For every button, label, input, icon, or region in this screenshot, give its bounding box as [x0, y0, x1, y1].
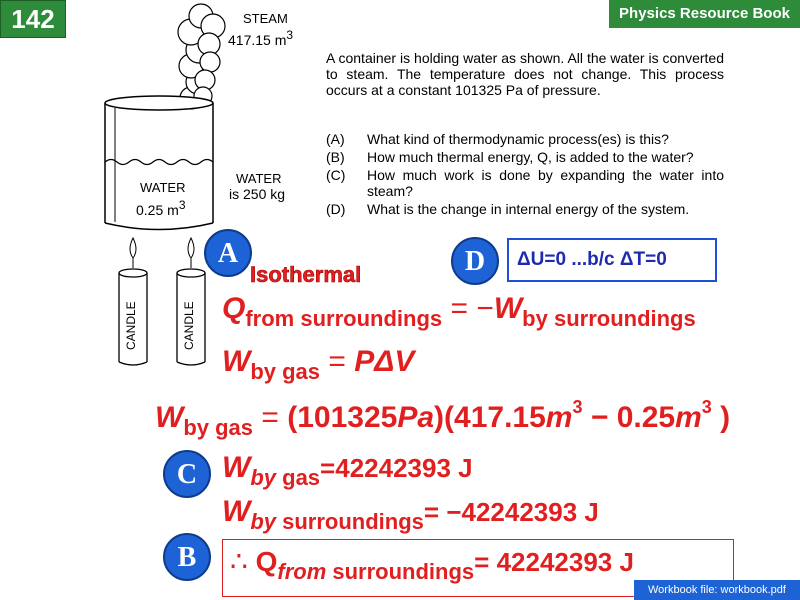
equation-work-substitution: $W_{by gas} = (101325Pa)(417.15m^3 - 0.25m^3$ ): [155, 397, 731, 440]
answer-d-marker: D: [451, 237, 499, 285]
question-d: (D) What is the change in internal energy of the system.: [326, 201, 690, 217]
steam-cloud-icon: [178, 4, 225, 109]
answer-d-box: ΔU=0 ...b/c ΔT=0: [507, 238, 717, 282]
question-a: (A) What kind of thermodynamic process(es) is this?: [326, 131, 669, 147]
water-label-right: WATER: [236, 171, 282, 186]
equation-work-by-surroundings-result: $W_{by surroundings}= -42242393$ J: [222, 495, 599, 534]
problem-statement: A container is holding water as shown. All the water is converted to steam. The temperature does not change. This process occurs at a constant 101325 Pa of pressure.: [326, 50, 724, 98]
equation-q-result: ∴ $Q_{from surroundings}= 42242393$ J: [230, 546, 634, 584]
water-mass: is 250 kg: [229, 186, 286, 202]
book-title-banner[interactable]: Physics Resource Book: [609, 0, 800, 28]
steam-label: STEAM: [243, 11, 288, 26]
candle-label-left: CANDLE: [124, 301, 138, 350]
steam-volume: 417.15 m3: [228, 28, 294, 48]
answer-a-marker: A: [204, 229, 252, 277]
answer-a-text: Isothermal: [250, 262, 362, 287]
equation-q-equals-minus-w: $Q_{from surroundings} = -W_{by surroundings}$: [222, 292, 696, 331]
water-volume: 0.25 m3: [136, 198, 186, 218]
equation-work-by-gas-result: $W_{by gas}=42242393$ J: [222, 451, 473, 490]
question-c: (C) How much work is done by expanding the water into steam?: [326, 167, 724, 199]
water-label-inside: WATER: [140, 180, 186, 195]
candle-label-right: CANDLE: [182, 301, 196, 350]
question-b: (B) How much thermal energy, Q, is added to the water?: [326, 149, 694, 165]
answer-b-marker: B: [163, 533, 211, 581]
equation-work-pdv: $W_{by gas} = P\Delta V$: [222, 345, 415, 384]
page-number-badge: 142: [0, 0, 66, 38]
answer-c-marker: C: [163, 450, 211, 498]
question-list: [326, 131, 724, 219]
workbook-file-link[interactable]: Workbook file: workbook.pdf: [634, 580, 800, 600]
